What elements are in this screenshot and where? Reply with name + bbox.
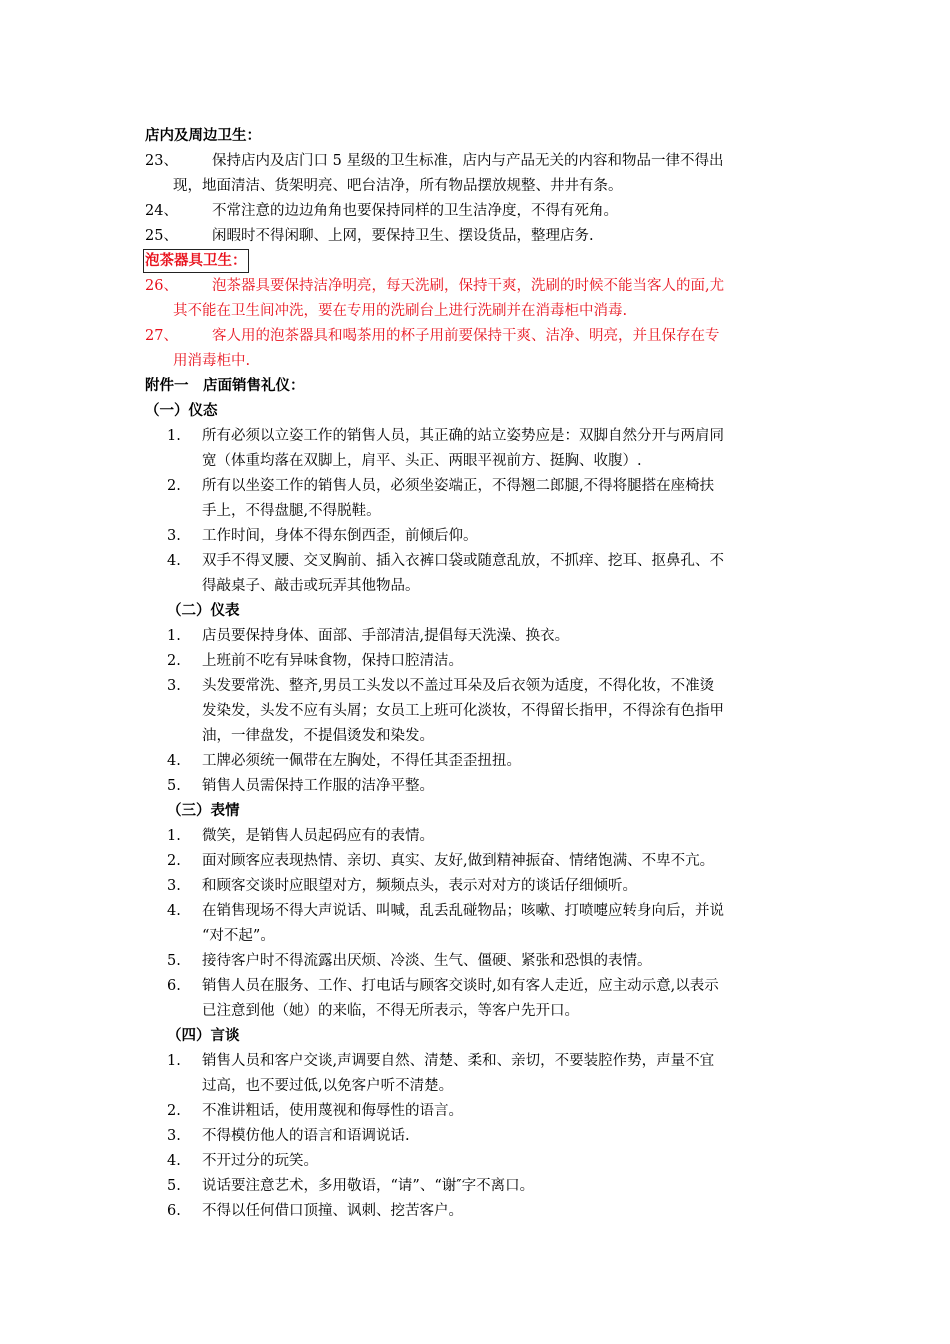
list-item-text: 不开过分的玩笑。 [202,1153,318,1169]
list-item-text: 销售人员和客户交谈,声调要自然、清楚、柔和、亲切，不要装腔作势，声量不宜 [202,1053,715,1069]
list-item-number: 5. [167,953,181,969]
list-item-text: 和顾客交谈时应眼望对方，频频点头，表示对对方的谈话仔细倾听。 [202,878,637,894]
list-item-number: 2. [167,853,181,869]
group-heading-appearance: （二）仪表 [167,602,240,619]
list-item-number: 4. [167,553,181,569]
group-heading-expression: （三）表情 [167,802,240,819]
list-item-number: 27、 [145,328,178,344]
group-heading-speech: （四）言谈 [167,1027,240,1044]
list-item-text: 销售人员在服务、工作、打电话与顾客交谈时,如有客人走近，应主动示意,以表示 [202,978,719,994]
list-item-text: 头发要常洗、整齐,男员工头发以不盖过耳朵及后衣领为适度，不得化妆，不准烫 [202,678,715,694]
list-item-text: 工作时间，身体不得东倒西歪，前倾后仰。 [202,528,478,544]
list-item-number: 4. [167,753,181,769]
group-heading-posture: （一）仪态 [145,402,218,419]
list-item-text: 不常注意的边边角角也要保持同样的卫生洁净度，不得有死角。 [212,203,618,219]
list-item-number: 6. [167,978,181,994]
section-heading-tea-utensils: 泡茶器具卫生： [145,252,247,269]
list-item-text: 泡茶器具要保持洁净明亮，每天洗刷，保持干爽，洗刷的时候不能当客人的面,尤 [212,278,725,294]
list-item-text: 用消毒柜中. [173,353,251,369]
appendix-title: 附件一 店面销售礼仪： [145,377,305,394]
list-item-number: 6. [167,1203,181,1219]
list-item-number: 25、 [145,228,178,244]
list-item-text: 现，地面清洁、货架明亮、吧台洁净，所有物品摆放规整、井井有条。 [173,178,623,194]
list-item-text: 工牌必须统一佩带在左胸处，不得任其歪歪扭扭。 [202,753,521,769]
list-item-text: 闲暇时不得闲聊、上网，要保持卫生、摆设货品，整理店务. [212,228,594,244]
list-item-number: 1. [167,628,181,644]
list-item-text: 客人用的泡茶器具和喝茶用的杯子用前要保持干爽、洁净、明亮，并且保存在专 [212,328,720,344]
list-item-number: 2. [167,653,181,669]
list-item-number: 1. [167,1053,181,1069]
list-item-number: 3. [167,878,181,894]
list-item-number: 4. [167,903,181,919]
list-item-text: “对不起”。 [202,928,275,944]
list-item-number: 3. [167,528,181,544]
list-item-text: 不得以任何借口顶撞、讽刺、挖苦客户。 [202,1203,463,1219]
list-item-number: 26、 [145,278,178,294]
section-heading-store-hygiene: 店内及周边卫生： [145,127,261,144]
list-item-text: 店员要保持身体、面部、手部清洁,提倡每天洗澡、换衣。 [202,628,570,644]
list-item-number: 3. [167,1128,181,1144]
list-item-text: 微笑，是销售人员起码应有的表情。 [202,828,434,844]
list-item-number: 1. [167,428,181,444]
list-item-number: 2. [167,478,181,494]
list-item-number: 5. [167,778,181,794]
list-item-text: 不得模仿他人的语言和语调说话. [202,1128,410,1144]
list-item-text: 已注意到他（她）的来临，不得无所表示，等客户先开口。 [202,1003,579,1019]
list-item-number: 5. [167,1178,181,1194]
list-item-text: 其不能在卫生间冲洗，要在专用的洗刷台上进行洗刷并在消毒柜中消毒. [173,303,628,319]
list-item-text: 不准讲粗话，使用蔑视和侮辱性的语言。 [202,1103,463,1119]
list-item-text: 在销售现场不得大声说话、叫喊，乱丢乱碰物品；咳嗽、打喷嚏应转身向后，并说 [202,903,724,919]
list-item-text: 销售人员需保持工作服的洁净平整。 [202,778,434,794]
list-item-text: 得敲桌子、敲击或玩弄其他物品。 [202,578,420,594]
list-item-text: 过高，也不要过低,以免客户听不清楚。 [202,1078,454,1094]
list-item-number: 4. [167,1153,181,1169]
list-item-number: 23、 [145,153,178,169]
list-item-text: 保持店内及店门口 5 星级的卫生标准，店内与产品无关的内容和物品一律不得出 [212,153,724,169]
list-item-number: 1. [167,828,181,844]
list-item-text: 说话要注意艺术，多用敬语，“请”、“谢″字不离口。 [202,1178,535,1194]
list-item-text: 接待客户时不得流露出厌烦、冷淡、生气、僵硬、紧张和恐惧的表情。 [202,953,652,969]
list-item-number: 2. [167,1103,181,1119]
list-item-text: 双手不得叉腰、交叉胸前、插入衣裤口袋或随意乱放，不抓痒、挖耳、抠鼻孔、不 [202,553,724,569]
list-item-text: 所有以坐姿工作的销售人员，必须坐姿端正，不得翘二郎腿,不得将腿搭在座椅扶 [202,478,715,494]
list-item-text: 宽（体重均落在双脚上，肩平、头正、两眼平视前方、挺胸、收腹）. [202,453,642,469]
list-item-number: 3. [167,678,181,694]
list-item-text: 所有必须以立姿工作的销售人员，其正确的站立姿势应是：双脚自然分开与两肩同 [202,428,724,444]
list-item-text: 上班前不吃有异味食物，保持口腔清洁。 [202,653,463,669]
list-item-text: 手上，不得盘腿,不得脱鞋。 [202,503,381,519]
list-item-text: 面对顾客应表现热情、亲切、真实、友好,做到精神振奋、情绪饱满、不卑不亢。 [202,853,715,869]
list-item-number: 24、 [145,203,178,219]
list-item-text: 油，一律盘发，不提倡烫发和染发。 [202,728,434,744]
list-item-text: 发染发，头发不应有头屑；女员工上班可化淡妆，不得留长指甲，不得涂有色指甲 [202,703,724,719]
